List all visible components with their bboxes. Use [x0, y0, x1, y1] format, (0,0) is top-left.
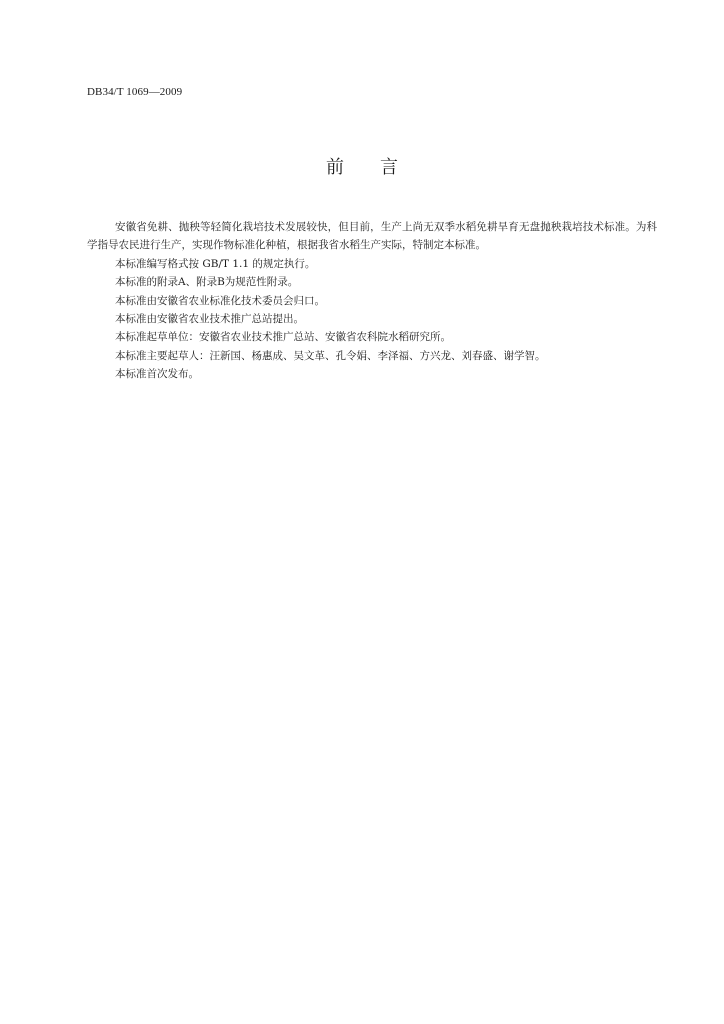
- paragraph-intro: 安徽省免耕、抛秧等轻简化栽培技术发展较快，但目前，生产上尚无双季水稻免耕旱育无盘抛秧栽培技术标准。为科学指导农民进行生产，实现作物标准化种植，根据我省水稻生产实际，特制定本标准。: [87, 221, 657, 252]
- paragraph-drafters: 本标准主要起草人：汪新国、杨惠成、吴文革、孔令娟、李泽福、方兴龙、刘春盛、谢学智。: [115, 349, 546, 362]
- foreword-body: [87, 218, 657, 384]
- paragraph-drafting-units: 本标准起草单位：安徽省农业技术推广总站、安徽省农科院水稻研究所。: [115, 331, 451, 344]
- page-title: [0, 157, 724, 179]
- paragraph-committee: 本标准由安徽省农业标准化技术委员会归口。: [115, 294, 325, 307]
- paragraph-proposer: 本标准由安徽省农业技术推广总站提出。: [115, 313, 304, 326]
- paragraph-format: 本标准编写格式按 GB/T 1.1 的规定执行。: [115, 257, 316, 270]
- paragraph-first-release: 本标准首次发布。: [115, 368, 199, 381]
- standard-code: DB34/T 1069—2009: [87, 86, 183, 98]
- title-char-2: 言: [380, 157, 398, 178]
- title-char-1: 前: [326, 157, 344, 178]
- paragraph-appendix: 本标准的附录A、附录B为规范性附录。: [115, 276, 299, 289]
